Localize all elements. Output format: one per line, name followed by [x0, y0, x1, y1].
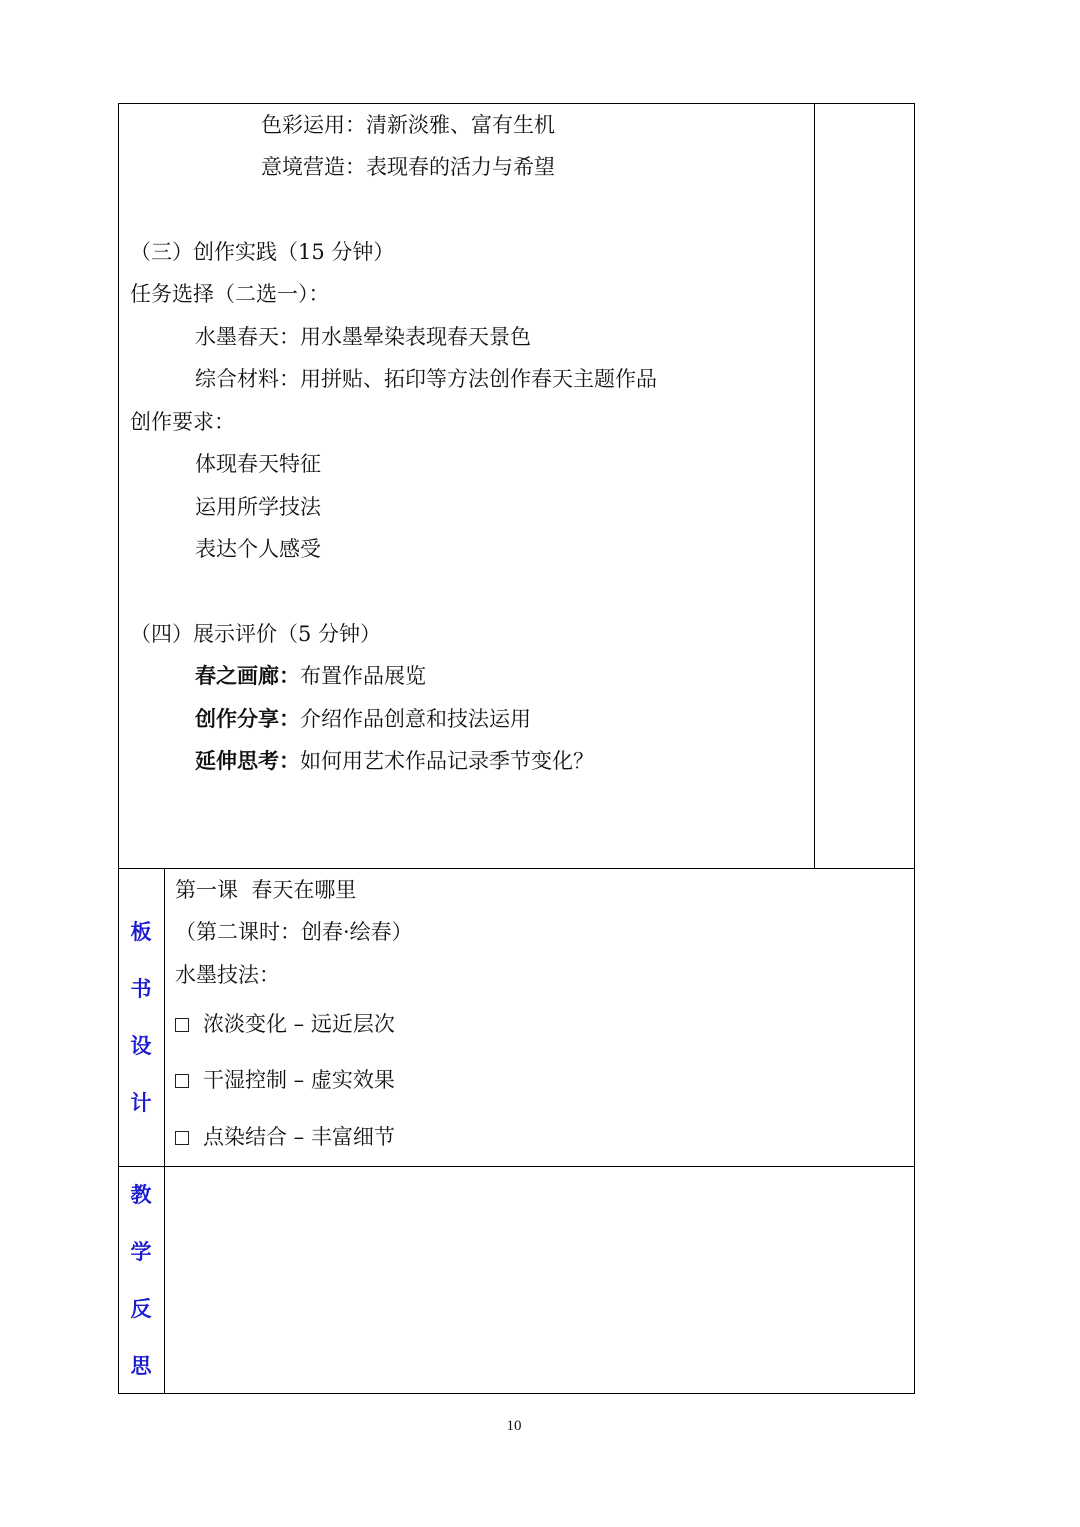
board-side-char-1: 板: [130, 919, 152, 944]
reflection-table: [118, 1166, 915, 1394]
board-item-1: [175, 1010, 395, 1038]
reflection-side-char-1: 教: [130, 1182, 152, 1207]
requirement-item-2: 运用所学技法: [195, 495, 321, 519]
showcase-text-3: 如何用艺术作品记录季节变化？: [300, 749, 594, 773]
showcase-label-3: 延伸思考：: [195, 748, 300, 773]
board-item-2: [175, 1066, 395, 1094]
showcase-label-1: 春之画廊：: [195, 663, 300, 688]
showcase-item-3: [195, 747, 594, 775]
board-side-char-4: 计: [130, 1090, 152, 1115]
reflection-side-char-3: 反: [130, 1296, 152, 1321]
checkbox-icon: [175, 1131, 189, 1145]
upper-line-1: 色彩运用：清新淡雅、富有生机: [261, 113, 555, 137]
requirement-label: 创作要求：: [130, 410, 235, 434]
upper-line-2: 意境营造：表现春的活力与希望: [261, 155, 555, 179]
board-title: 第一课 春天在哪里: [175, 878, 357, 902]
technique-label: 水墨技法：: [175, 963, 280, 987]
board-side-char-3: 设: [130, 1033, 152, 1058]
showcase-item-2: [195, 705, 531, 733]
reflection-side-char-2: 学: [130, 1239, 152, 1264]
task-item-1: 水墨春天：用水墨晕染表现春天景色: [195, 325, 531, 349]
page-number: 10: [506, 1418, 522, 1434]
checkbox-icon: [175, 1074, 189, 1088]
board-side-char-2: 书: [130, 976, 152, 1001]
column-divider: [814, 103, 815, 869]
checkbox-icon: [175, 1018, 189, 1032]
showcase-text-2: 介绍作品创意和技法运用: [300, 707, 531, 731]
requirement-item-1: 体现春天特征: [195, 452, 321, 476]
showcase-text-1: 布置作品展览: [300, 664, 426, 688]
board-item-text-1: 浓淡变化 – 远近层次: [203, 1012, 395, 1036]
task-item-2: 综合材料：用拼贴、拓印等方法创作春天主题作品: [195, 367, 657, 391]
board-item-3: [175, 1123, 395, 1151]
section4-title: （四）展示评价（5 分钟）: [130, 622, 382, 646]
showcase-label-2: 创作分享：: [195, 706, 300, 731]
showcase-item-1: [195, 662, 426, 690]
task-label: 任务选择（二选一）：: [130, 282, 330, 306]
section3-title: （三）创作实践（15 分钟）: [130, 240, 395, 264]
reflection-side-char-4: 思: [130, 1353, 152, 1378]
requirement-item-3: 表达个人感受: [195, 537, 321, 561]
board-item-text-2: 干湿控制 – 虚实效果: [203, 1068, 395, 1092]
board-subtitle: （第二课时：创春·绘春）: [175, 920, 413, 944]
board-item-text-3: 点染结合 – 丰富细节: [203, 1125, 395, 1149]
